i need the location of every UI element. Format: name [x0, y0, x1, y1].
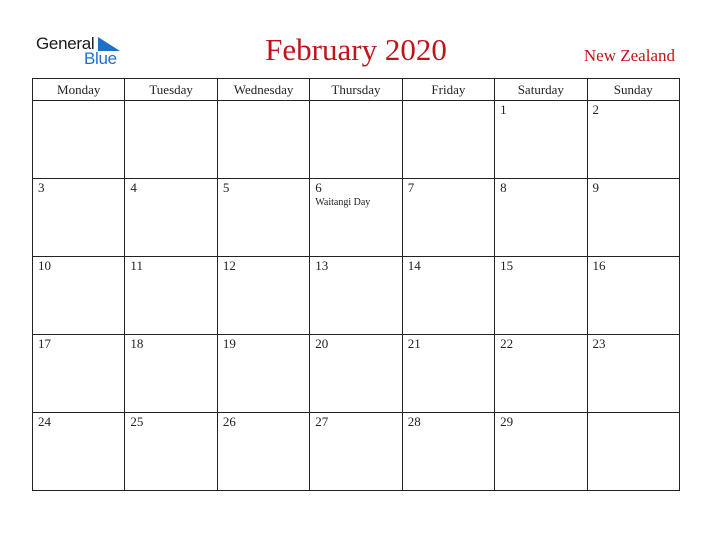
day-number: 8: [500, 180, 507, 195]
weekday-header-row: [33, 79, 680, 101]
day-cell: [587, 335, 679, 413]
day-number: 5: [222, 180, 230, 195]
weekday-header: Thursday: [310, 79, 402, 101]
day-cell: [125, 101, 217, 179]
day-number: [588, 413, 679, 414]
day-cell: [402, 101, 494, 179]
day-cell: [310, 335, 402, 413]
day-number: 21: [407, 336, 421, 351]
week-row: [33, 257, 680, 335]
day-number: 28: [407, 414, 421, 429]
day-cell: [402, 179, 494, 257]
day-number: 19: [222, 336, 236, 351]
day-cell: [587, 413, 679, 491]
page-title: February 2020: [265, 32, 447, 67]
day-cell: [495, 257, 587, 335]
day-number: 29: [500, 414, 514, 429]
day-number: 16: [592, 258, 606, 273]
day-cell: [33, 257, 125, 335]
day-cell: [402, 335, 494, 413]
day-number: [125, 101, 216, 102]
day-number: 2: [592, 102, 600, 117]
calendar-grid: [32, 78, 680, 491]
day-cell: [310, 179, 402, 257]
week-row: [33, 101, 680, 179]
day-number: 10: [38, 258, 51, 273]
day-number: 18: [130, 336, 144, 351]
week-row: [33, 335, 680, 413]
day-number: 9: [592, 180, 600, 195]
day-number: 13: [315, 258, 329, 273]
holiday-label: Waitangi Day: [315, 197, 371, 208]
day-number: 23: [592, 336, 606, 351]
day-cell: [217, 335, 309, 413]
day-number: 1: [500, 102, 507, 117]
day-number: 4: [130, 180, 137, 195]
day-number: 11: [130, 258, 143, 273]
day-cell: [495, 335, 587, 413]
day-number: 24: [38, 414, 51, 429]
day-number: 15: [500, 258, 514, 273]
day-number: 6: [315, 180, 322, 195]
logo-text-blue: Blue: [84, 49, 117, 68]
day-cell: [33, 179, 125, 257]
day-number: [33, 101, 124, 102]
day-number: [310, 101, 401, 102]
day-cell: [310, 413, 402, 491]
day-cell: [587, 257, 679, 335]
day-number: 25: [130, 414, 144, 429]
day-cell: [125, 413, 217, 491]
day-cell: [217, 179, 309, 257]
day-cell: [587, 101, 679, 179]
day-number: 22: [500, 336, 514, 351]
logo-text-general: General: [36, 34, 95, 53]
day-cell: [310, 101, 402, 179]
day-number: 26: [222, 414, 236, 429]
weekday-header: Wednesday: [217, 79, 309, 101]
weekday-header: Tuesday: [125, 79, 217, 101]
week-row: [33, 179, 680, 257]
day-cell: [33, 101, 125, 179]
day-cell: [495, 101, 587, 179]
day-number: 27: [315, 414, 329, 429]
weekday-header: Monday: [33, 79, 125, 101]
day-cell: [125, 179, 217, 257]
weekday-header: Sunday: [587, 79, 679, 101]
day-number: 12: [222, 258, 236, 273]
day-number: 7: [407, 180, 415, 195]
country-label: New Zealand: [583, 46, 675, 65]
day-cell: [125, 257, 217, 335]
day-number: [218, 101, 309, 102]
day-cell: [217, 257, 309, 335]
week-row: [33, 413, 680, 491]
day-cell: [495, 179, 587, 257]
day-cell: [217, 413, 309, 491]
day-number: 14: [407, 258, 421, 273]
day-number: 3: [38, 180, 45, 195]
day-cell: [33, 335, 125, 413]
weekday-header: Friday: [402, 79, 494, 101]
day-cell: [587, 179, 679, 257]
day-cell: [33, 413, 125, 491]
day-cell: [125, 335, 217, 413]
day-number: 20: [315, 336, 329, 351]
day-cell: [310, 257, 402, 335]
day-number: [403, 101, 494, 102]
weekday-header: Saturday: [495, 79, 587, 101]
day-cell: [402, 257, 494, 335]
day-cell: [402, 413, 494, 491]
day-cell: [495, 413, 587, 491]
day-number: 17: [38, 336, 51, 351]
day-cell: [217, 101, 309, 179]
